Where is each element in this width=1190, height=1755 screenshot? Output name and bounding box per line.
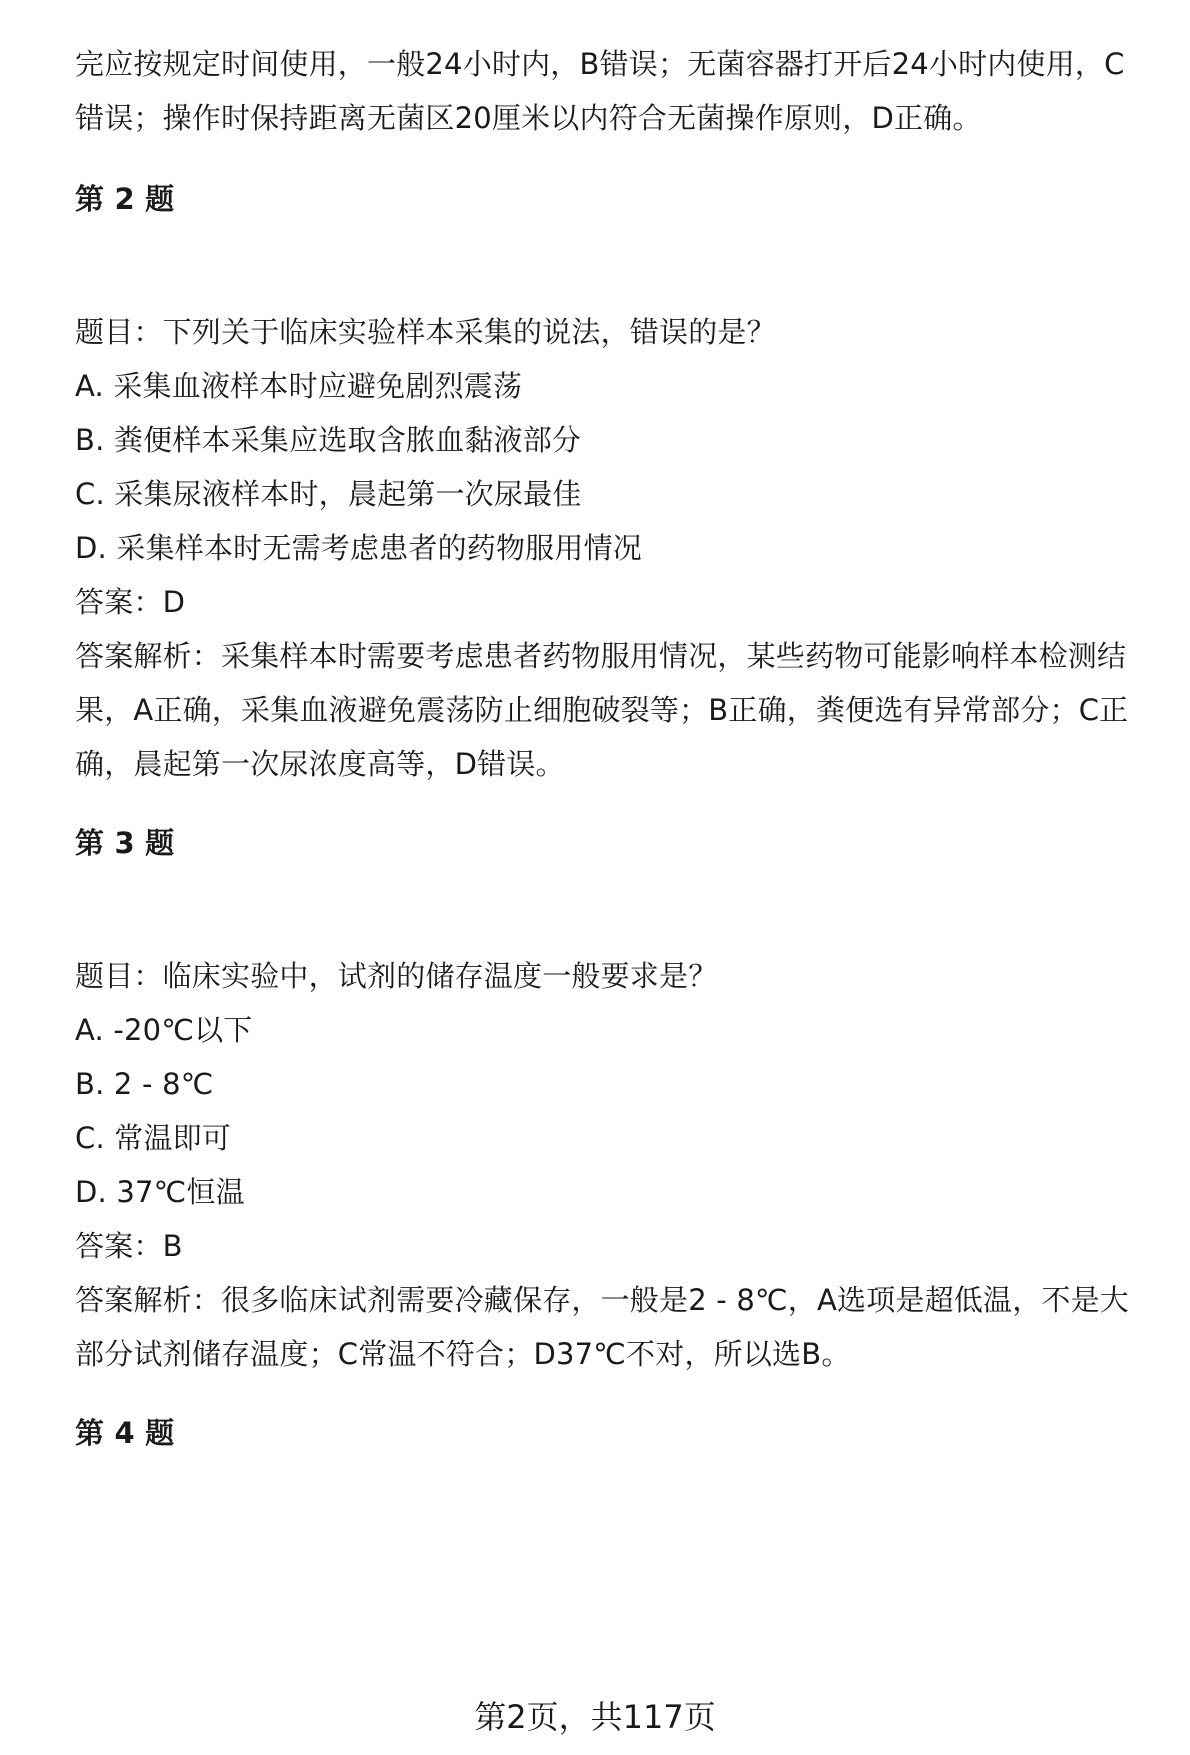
question-2-answer: 答案：D [75,585,186,619]
page-footer: 第2页，共117页 [474,1698,716,1736]
question-3-option-c: C. 常温即可 [75,1121,232,1155]
question-3-option-d: D. 37℃恒温 [75,1175,245,1209]
question-2-option-d: D. 采集样本时无需考虑患者的药物服用情况 [75,531,642,565]
question-3-heading: 第 3 题 [75,826,175,860]
question-2-explanation-line-3: 确，晨起第一次尿浓度高等，D错误。 [75,747,565,781]
question-2-option-a: A. 采集血液样本时应避免剧烈震荡 [75,369,523,403]
question-4-heading: 第 4 题 [75,1416,175,1450]
question-2-explanation-line-1: 答案解析：采集样本时需要考虑患者药物服用情况，某些药物可能影响样本检测结 [75,639,1127,673]
question-2-option-b: B. 粪便样本采集应选取含脓血黏液部分 [75,423,582,457]
prev-explanation-line-1: 完应按规定时间使用，一般24小时内，B错误；无菌容器打开后24小时内使用，C [75,47,1125,81]
question-3-stem: 题目：临床实验中，试剂的储存温度一般要求是？ [75,959,718,993]
question-3-answer: 答案：B [75,1229,183,1263]
question-2-heading: 第 2 题 [75,182,175,216]
prev-explanation-line-2: 错误；操作时保持距离无菌区20厘米以内符合无菌操作原则，D正确。 [75,101,982,135]
question-3-option-b: B. 2 - 8℃ [75,1067,214,1101]
question-3-explanation-line-1: 答案解析：很多临床试剂需要冷藏保存，一般是2 - 8℃，A选项是超低温，不是大 [75,1283,1130,1317]
question-2-option-c: C. 采集尿液样本时，晨起第一次尿最佳 [75,477,582,511]
question-3-option-a: A. -20℃以下 [75,1013,253,1047]
question-2-explanation-line-2: 果，A正确，采集血液避免震荡防止细胞破裂等；B正确，粪便选有异常部分；C正 [75,693,1129,727]
question-3-explanation-line-2: 部分试剂储存温度；C常温不符合；D37℃不对，所以选B。 [75,1337,851,1371]
question-2-stem: 题目：下列关于临床实验样本采集的说法，错误的是？ [75,315,776,349]
